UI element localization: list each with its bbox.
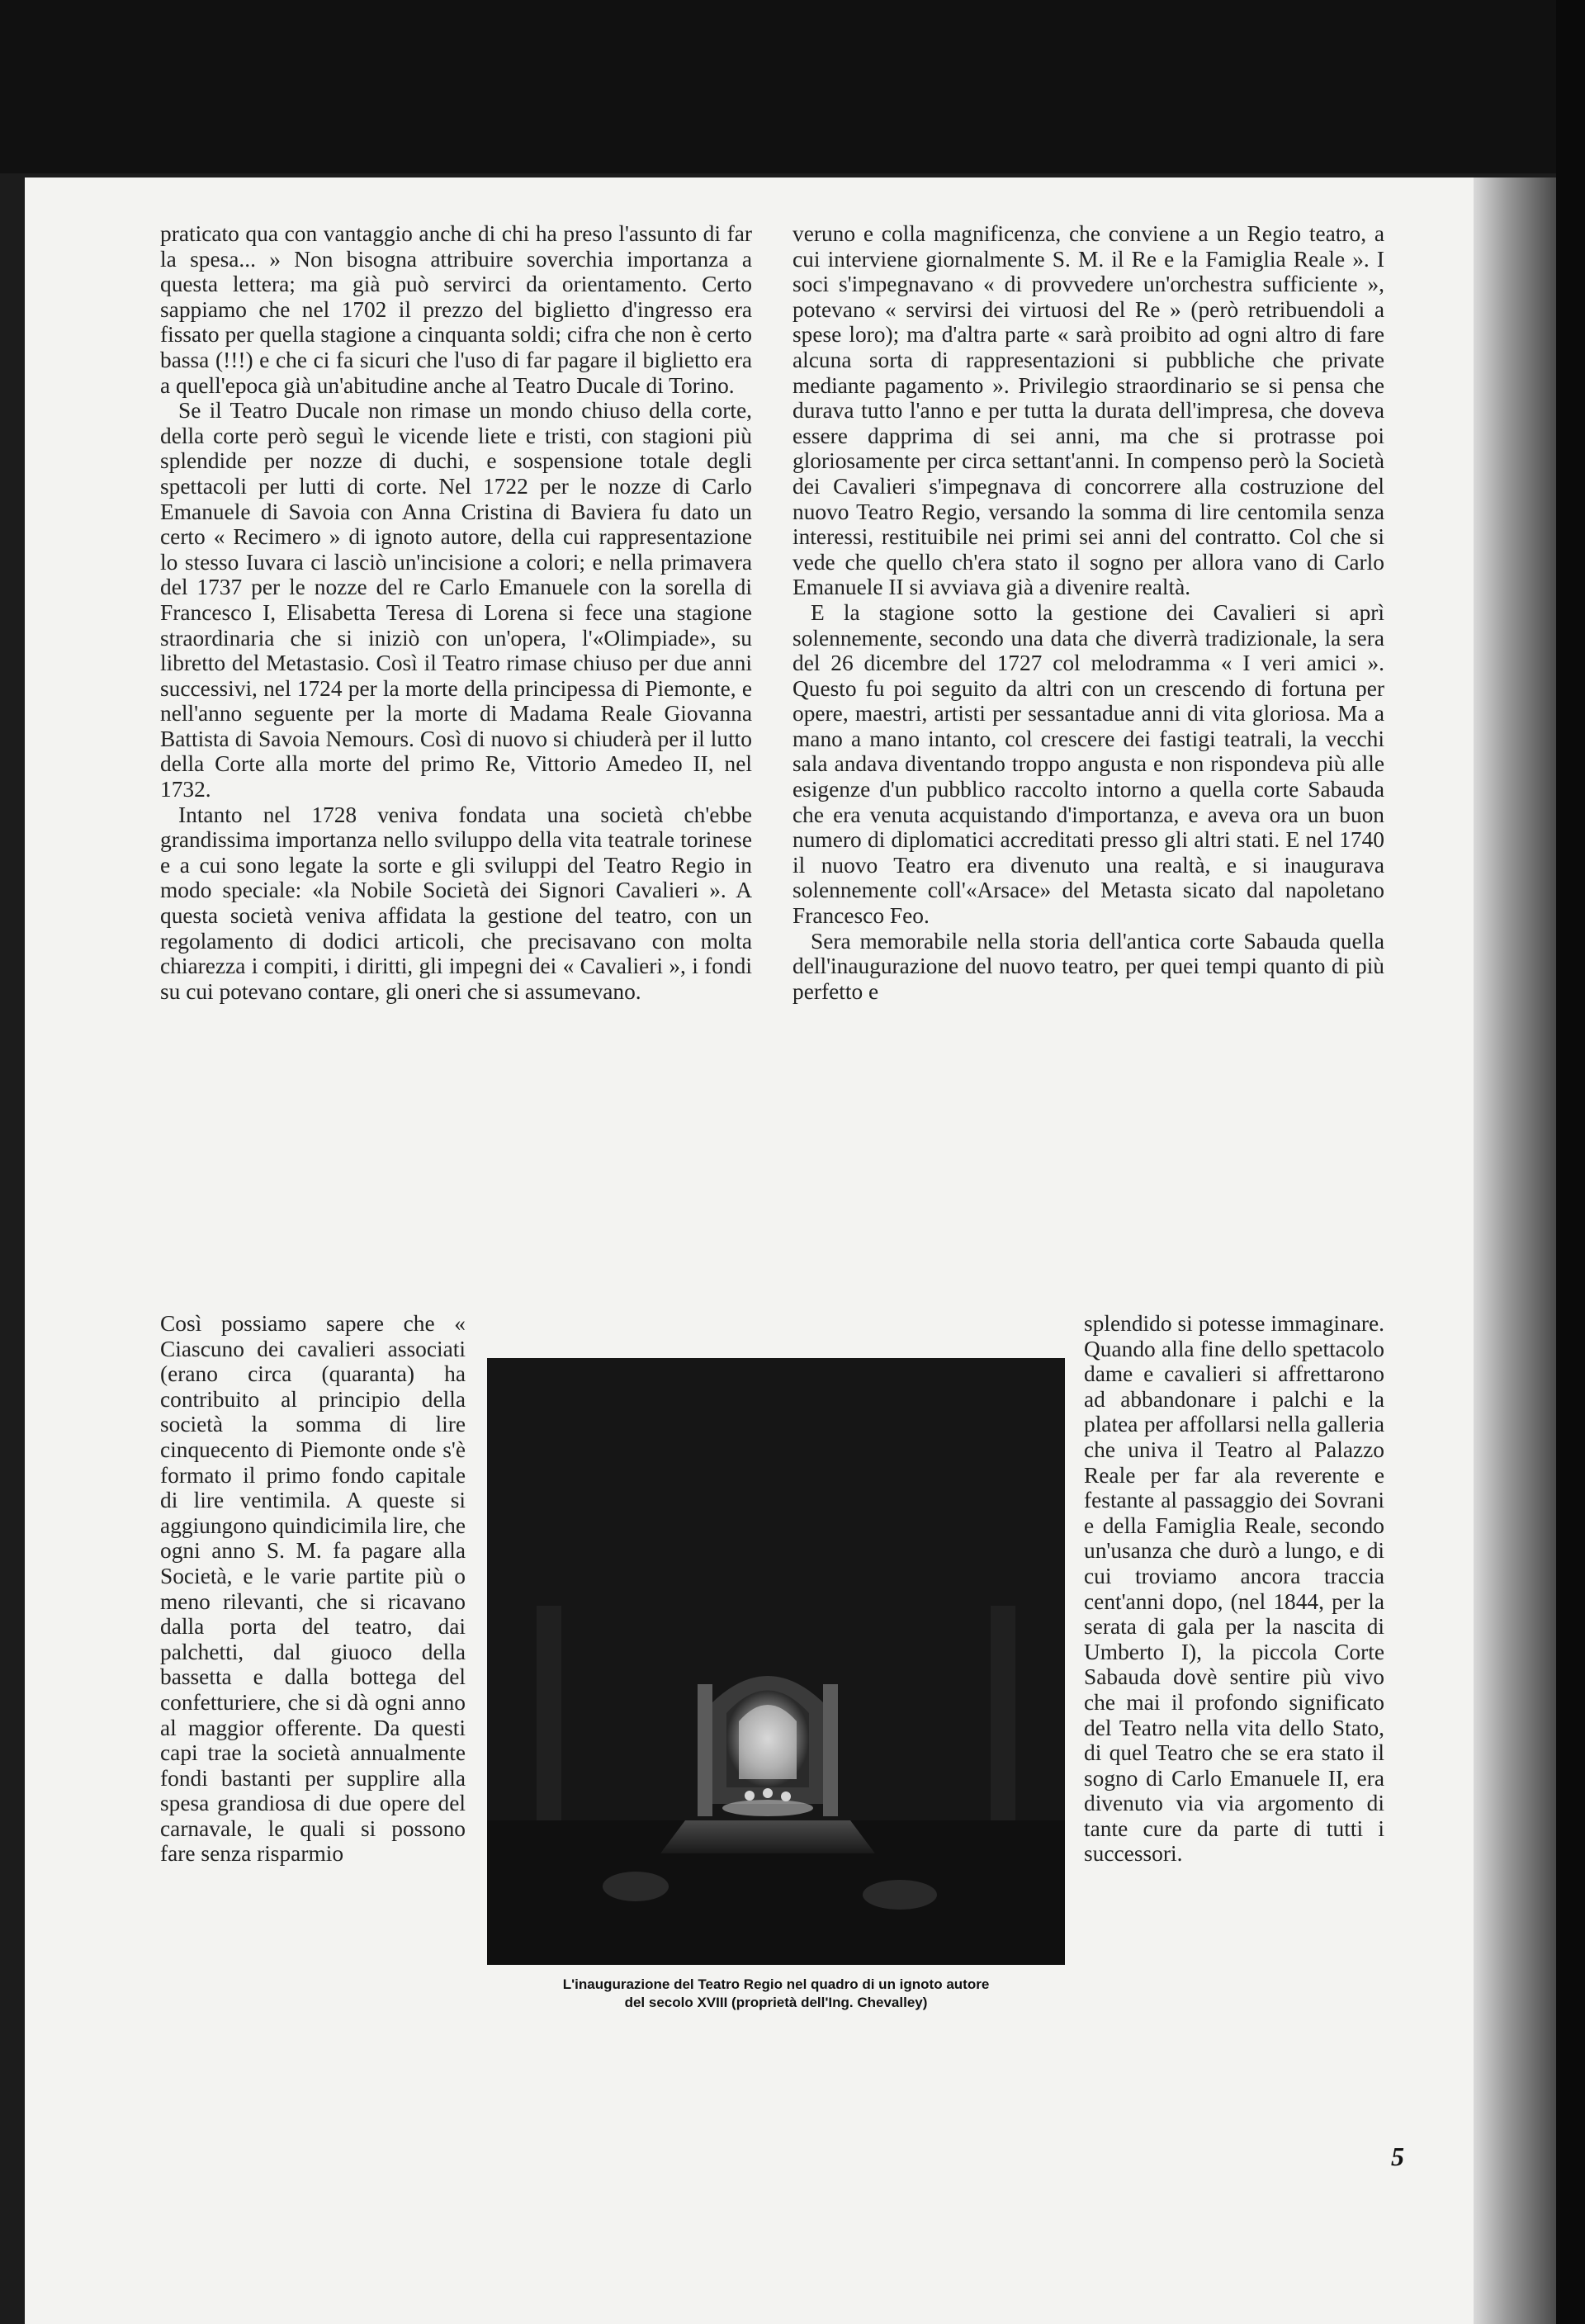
paragraph: praticato qua con vantaggio anche di chi ha preso l'assunto di far la spesa... » Non bisogna attribuire soverchia importanza a questa lettera; ma già può servirci da orientamento. Certo sappiamo che nel 1702 il prezzo del biglietto d'ingresso era fissato per quella stagione a cinquanta soldi; cifra che non è certo bassa (!!!) e che ci fa sicuri che l'uso di far pagare il biglietto era a quell'epoca già un'abitudine anche al Teatro Ducale di Torino. <box>160 221 752 398</box>
figure-caption <box>475 1976 1077 2012</box>
right-column-narrow <box>1084 1311 1384 1867</box>
magazine-page <box>25 177 1474 2324</box>
page-number: 5 <box>1391 2142 1404 2171</box>
paragraph: E la stagione sotto la gestione dei Cavalieri si aprì solennemente, secondo una data che diverrà tradizionale, la sera del 26 dicembre del 1727 col melodramma « I veri amici ». Questo fu poi seguito da altri con un crescendo di fortuna per opere, maestri, artisti per sessantadue anni di vita gloriosa. Ma a mano a mano intanto, col crescere dei fastigi teatrali, la vecchi sala andava diventando troppo angusta e non rispondeva più alle esigenze d'un pubblico raccolto intorno a quella corte Sabauda che era venuta acquistando d'importanza, e aveva ora un buon numero di diplomatici accreditati presso gli altri stati. E nel 1740 il nuovo Teatro era divenuto una realtà, e si inaugurava solennemente coll'«Arsace» del Metasta sicato dal napoletano Francesco Feo. <box>792 599 1384 929</box>
left-column-narrow <box>160 1311 466 1867</box>
paragraph: Sera memorabile nella storia dell'antica corte Sabauda quella dell'inaugurazione del nuovo teatro, per quei tempi quanto di più perfetto e <box>792 928 1384 1004</box>
paragraph: veruno e colla magnificenza, che conviene a un Regio teatro, a cui interviene giornalmente S. M. il Re e la Famiglia Reale ». I soci s'impegnavano « di provvedere un'orchestra sufficiente », potevano « servirsi dei virtuosi del Re » (però retribuendoli a spese loro); ma d'altra parte « sarà proibito ad ogni altro di fare alcuna sorta di rappresentazioni si pubbliche che private mediante pagamento ». Privilegio straordinario se si pensa che durava tutto l'anno e per tutta la durata dell'impresa, che doveva essere dapprima di sei anni, ma che si protrasse poi gloriosamente per circa settant'anni. In compenso però la Società dei Cavalieri s'impegnava di concorrere alla costruzione del nuovo Teatro Regio, versando la somma di lire centomila senza interessi, restituibile nei primi sei anni del contratto. Col che si vede che quello ch'era stato il sogno per allora vano di Carlo Emanuele II si avviava già a divenire realtà. <box>792 221 1384 600</box>
book-spine <box>1474 177 1556 2324</box>
left-column <box>160 221 752 1004</box>
paragraph: splendido si potesse immaginare. Quando alla fine dello spettacolo dame e cavalieri si affrettarono ad abbandonare i palchi e la platea per affollarsi nella galleria che univa il Teatro al Palazzo Reale per far ala reverente e festante al passaggio dei Sovrani e della Famiglia Reale, secondo un'usanza che durò a lungo, e di cui troviamo ancora traccia cent'anni dopo, (nel 1844, per la serata di gala per la nascita di Umberto I), la piccola Corte Sabauda dovè sentire più vivo che mai il profondo significato del Teatro nella vita dello Stato, di quel Teatro che se era stato il sogno di Carlo Emanuele II, era divenuto via via argomento di tante cure da parte di tutti i successori. <box>1084 1311 1384 1867</box>
paragraph: Intanto nel 1728 veniva fondata una società ch'ebbe grandissima importanza nello sviluppo della vita teatrale torinese e a cui sono legate la sorte e gli sviluppi del Teatro Regio in modo speciale: «la Nobile Società dei Signori Cavalieri ». A questa società veniva affidata la gestione del teatro, con un regolamento di dodici articoli, che precisavano con molta chiarezza i compiti, i diritti, gli impegni dei « Cavalieri », i fondi su cui potevano contare, gli oneri che si assumevano. <box>160 802 752 1004</box>
paragraph: Così possiamo sapere che « Ciascuno dei cavalieri associati (erano circa (quaranta) ha contribuito al principio della società la somma di lire cinquecento di Piemonte onde s'è formato il primo fondo capitale di lire ventimila. A queste si aggiungono quindicimila lire, che ogni anno S. M. fa pagare alla Società, e le varie partite più o meno rilevanti, che si ricavano dalla porta del teatro, dai palchetti, dal giuoco della bassetta e dalla bottega del confetturiere, che si dà ogni anno al maggior offerente. Da questi capi trae la società annualmente fondi bastanti per supplire alla spesa grandiosa di due opere del carnavale, le quali si possono fare senza risparmio <box>160 1311 466 1867</box>
theatre-painting-image <box>487 1358 1065 1965</box>
scan-top-border <box>0 0 1585 173</box>
scan-right-border <box>1556 0 1585 2324</box>
right-column <box>792 221 1384 1004</box>
caption-line: del secolo XVIII (proprietà dell'Ing. Chevalley) <box>624 1995 928 2010</box>
caption-line: L'inaugurazione del Teatro Regio nel quadro di un ignoto autore <box>562 1976 990 1992</box>
paragraph: Se il Teatro Ducale non rimase un mondo chiuso della corte, della corte però seguì le vicende liete e tristi, con stagioni più splendide per nozze di duchi, e sospensione totale degli spettacoli per lutti di corte. Nel 1722 per le nozze di Carlo Emanuele di Savoia con Anna Cristina di Baviera fu dato un certo « Recimero » di ignoto autore, della cui rappresentazione lo stesso Iuvara ci lasciò un'incisione a colori; e nella primavera del 1737 per le nozze del re Carlo Emanuele con la sorella di Francesco I, Elisabetta Teresa di Lorena si fece una stagione straordinaria che si iniziò con un'opera, l'«Olimpiade», su libretto del Metastasio. Così il Teatro rimase chiuso per due anni successivi, nel 1724 per la morte della principessa di Piemonte, e nell'anno seguente per la morte di Madama Reale Giovanna Battista di Savoia Nemours. Così di nuovo si chiuderà per il lutto della Corte alla morte del primo Re, Vittorio Amedeo II, nel 1732. <box>160 398 752 802</box>
painting-illustration <box>487 1358 1065 1965</box>
